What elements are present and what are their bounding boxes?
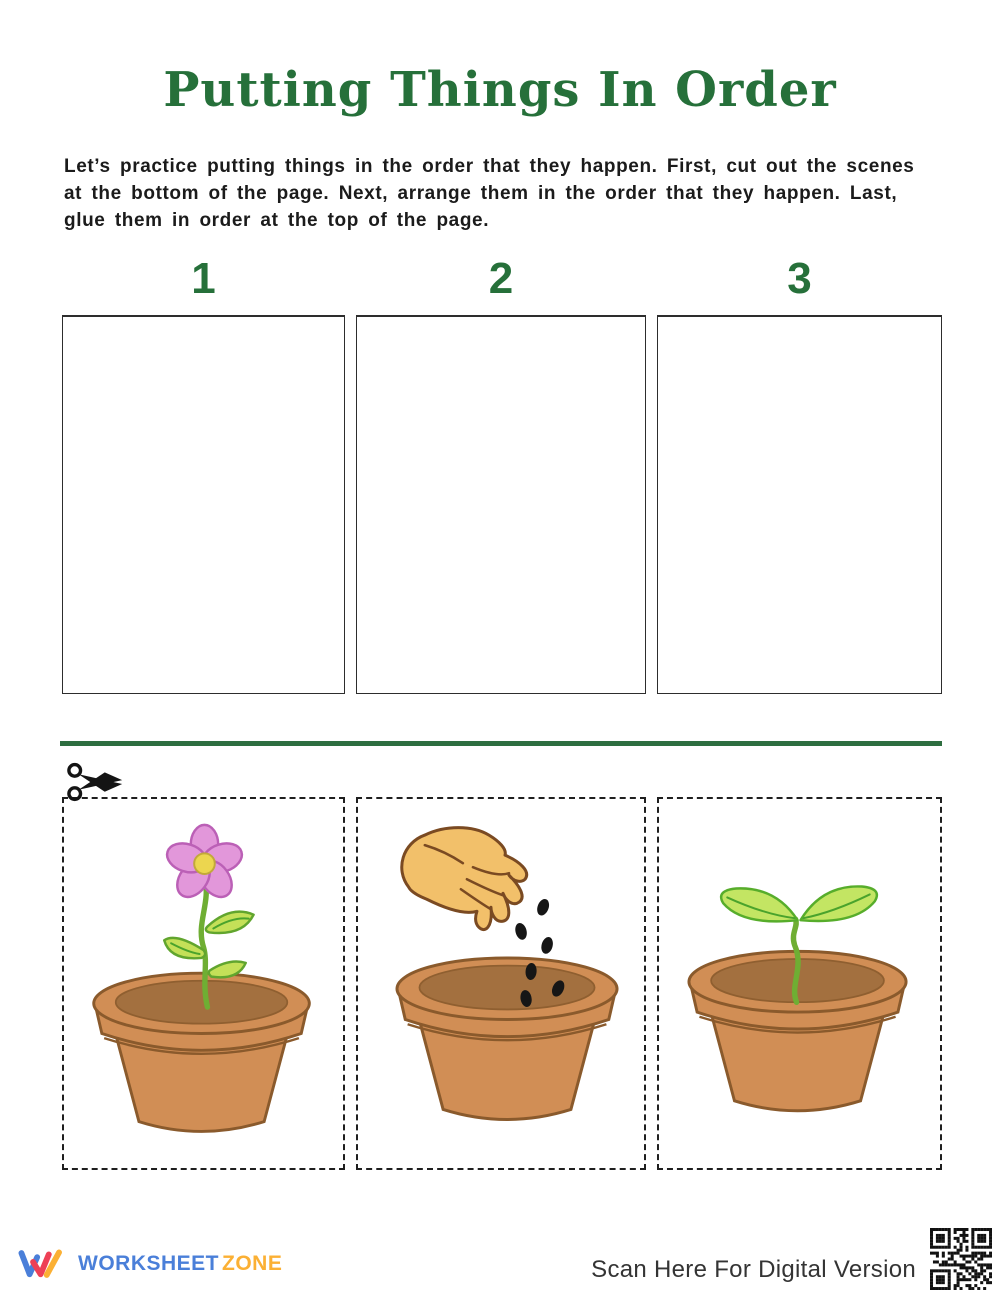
hand xyxy=(402,827,527,929)
glue-box-1 xyxy=(62,315,345,694)
cutout-card-sprout xyxy=(657,797,942,1170)
hand-dropping-seeds-into-pot-illustration xyxy=(358,799,644,1168)
flower-in-pot-illustration xyxy=(64,799,343,1168)
glue-box-2 xyxy=(356,315,646,694)
seedling-in-pot-illustration xyxy=(659,799,940,1168)
sequence-number-2: 2 xyxy=(488,254,514,304)
glue-boxes-row xyxy=(62,315,943,694)
instructions-text: Let’s practice putting things in the order that they happen. First, cut out the scenes at the bottom of the page. Next, arrange them in the order that they happen. Last, glue them in order at the top of the page. xyxy=(64,155,915,232)
cutout-cards-row xyxy=(62,797,943,1170)
worksheet-zone-logo xyxy=(18,1244,282,1284)
sequence-numbers-row xyxy=(62,254,943,304)
sequence-number-1: 1 xyxy=(191,254,216,304)
qr-code xyxy=(930,1228,992,1290)
brand-name xyxy=(78,1252,282,1276)
sequence-number-3: 3 xyxy=(787,254,812,304)
worksheet-zone-w-icon xyxy=(18,1244,70,1284)
footer xyxy=(0,1228,1000,1290)
brand-worksheet-text: WORKSHEET xyxy=(78,1252,219,1275)
cutout-card-seeds xyxy=(356,797,646,1170)
scissors-icon xyxy=(66,761,128,803)
page-title: Putting Things In Order xyxy=(163,62,837,118)
section-divider-line xyxy=(60,741,942,746)
glue-box-3 xyxy=(657,315,942,694)
cutout-card-flower xyxy=(62,797,345,1170)
scan-here-label: Scan Here For Digital Version xyxy=(591,1256,916,1283)
footer-right xyxy=(591,1228,992,1290)
brand-zone-text: ZONE xyxy=(222,1252,283,1275)
